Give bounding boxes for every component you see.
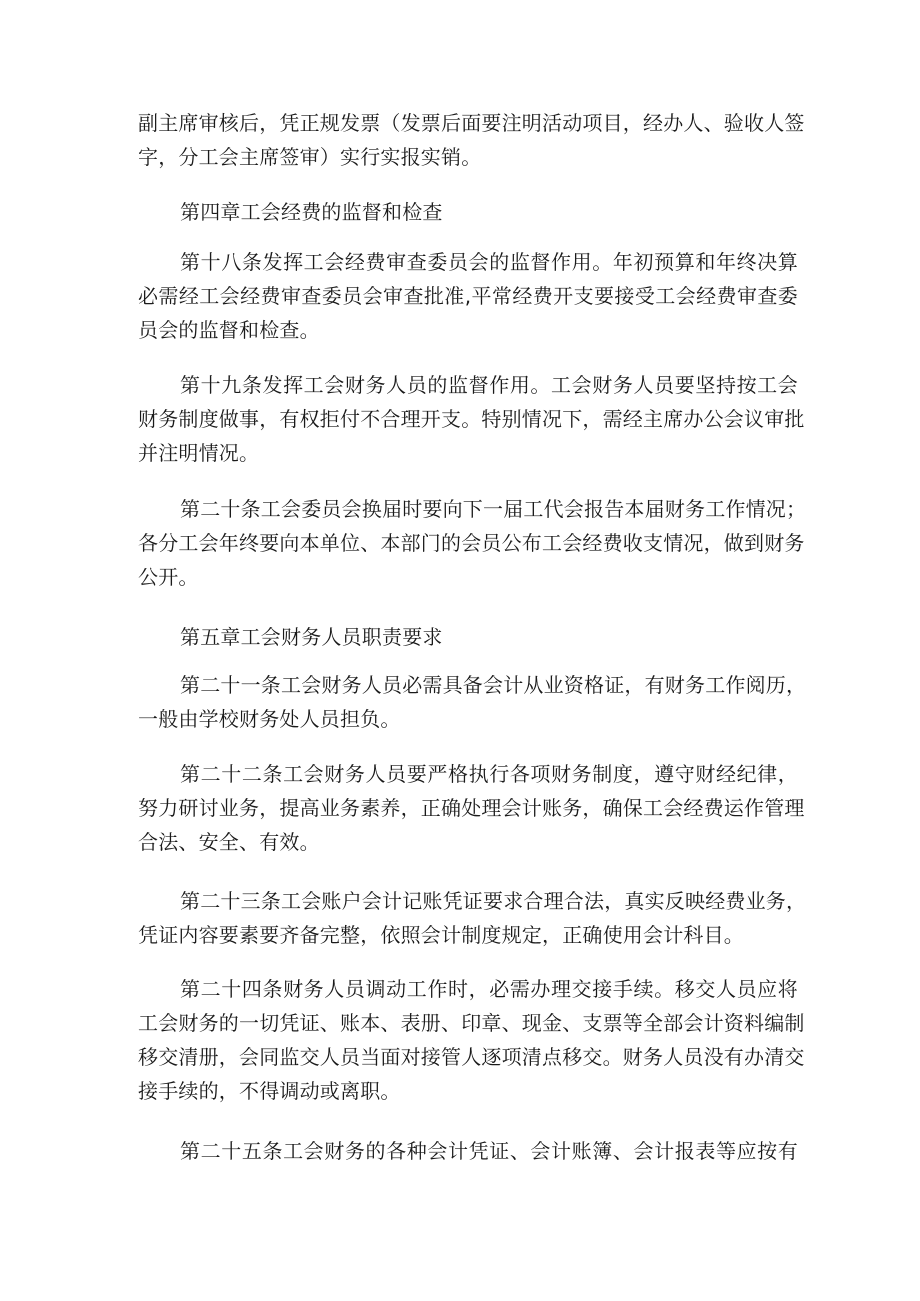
chapter-heading-5: 第五章工会财务人员职责要求	[180, 625, 443, 649]
text-line: 副主席审核后，凭正规发票（发票后面要注明活动项目，经办人、验收人签	[138, 111, 805, 135]
text-line: 接手续的，不得调动或离职。	[138, 1079, 401, 1103]
article-25	[138, 1134, 798, 1168]
text-line: 财务制度做事，有权拒付不合理开支。特别情况下，需经主席办公会议审批	[138, 407, 805, 431]
text-line: 员会的监督和检查。	[138, 318, 320, 342]
text-line: 第二十一条工会财务人员必需具备会计从业资格证，有财务工作阅历，	[180, 673, 807, 697]
chapter-heading-4: 第四章工会经费的监督和检查	[180, 200, 443, 224]
article-18	[138, 245, 798, 347]
text-line: 凭证内容要素要齐备完整，依照会计制度规定，正确使用会计科目。	[138, 923, 744, 947]
text-line: 字，分工会主席签审）实行实报实销。	[138, 145, 482, 169]
text-line: 第二十二条工会财务人员要严格执行各项财务制度，遵守财经纪律，	[180, 762, 798, 786]
text-line: 第二十五条工会财务的各种会计凭证、会计账簿、会计报表等应按有	[180, 1139, 798, 1163]
article-20	[138, 492, 807, 594]
article-19	[138, 368, 805, 470]
text-line: 各分工会年终要向本单位、本部门的会员公布工会经费收支情况，做到财务	[138, 531, 805, 555]
article-21	[138, 668, 807, 736]
text-line: 第十八条发挥工会经费审查委员会的监督作用。年初预算和年终决算	[180, 250, 798, 274]
text-line: 第十九条发挥工会财务人员的监督作用。工会财务人员要坚持按工会	[180, 373, 798, 397]
text-line: 移交清册，会同监交人员当面对接管人逐项清点移交。财务人员没有办清交	[138, 1045, 805, 1069]
article-23	[138, 884, 807, 952]
text-line: 第二十三条工会账户会计记账凭证要求合理合法，真实反映经费业务，	[180, 889, 807, 913]
text-line: 合法、安全、有效。	[138, 830, 320, 854]
text-line: 第二十条工会委员会换届时要向下一届工代会报告本届财务工作情况；	[180, 497, 807, 521]
text-line: 一般由学校财务处人员担负。	[138, 707, 401, 731]
article-22	[138, 757, 805, 859]
text-line: 必需经工会经费审查委员会审查批准,平常经费开支要接受工会经费审查委	[138, 284, 798, 308]
text-line: 努力研讨业务，提高业务素养，正确处理会计账务，确保工会经费运作管理	[138, 796, 805, 820]
paragraph-continuation	[138, 106, 805, 174]
text-line: 公开。	[138, 565, 199, 589]
text-line: 工会财务的一切凭证、账本、表册、印章、现金、支票等全部会计资料编制	[138, 1011, 805, 1035]
text-line: 第二十四条财务人员调动工作时，必需办理交接手续。移交人员应将	[180, 977, 798, 1001]
text-line: 并注明情况。	[138, 441, 260, 465]
article-24	[138, 972, 805, 1108]
